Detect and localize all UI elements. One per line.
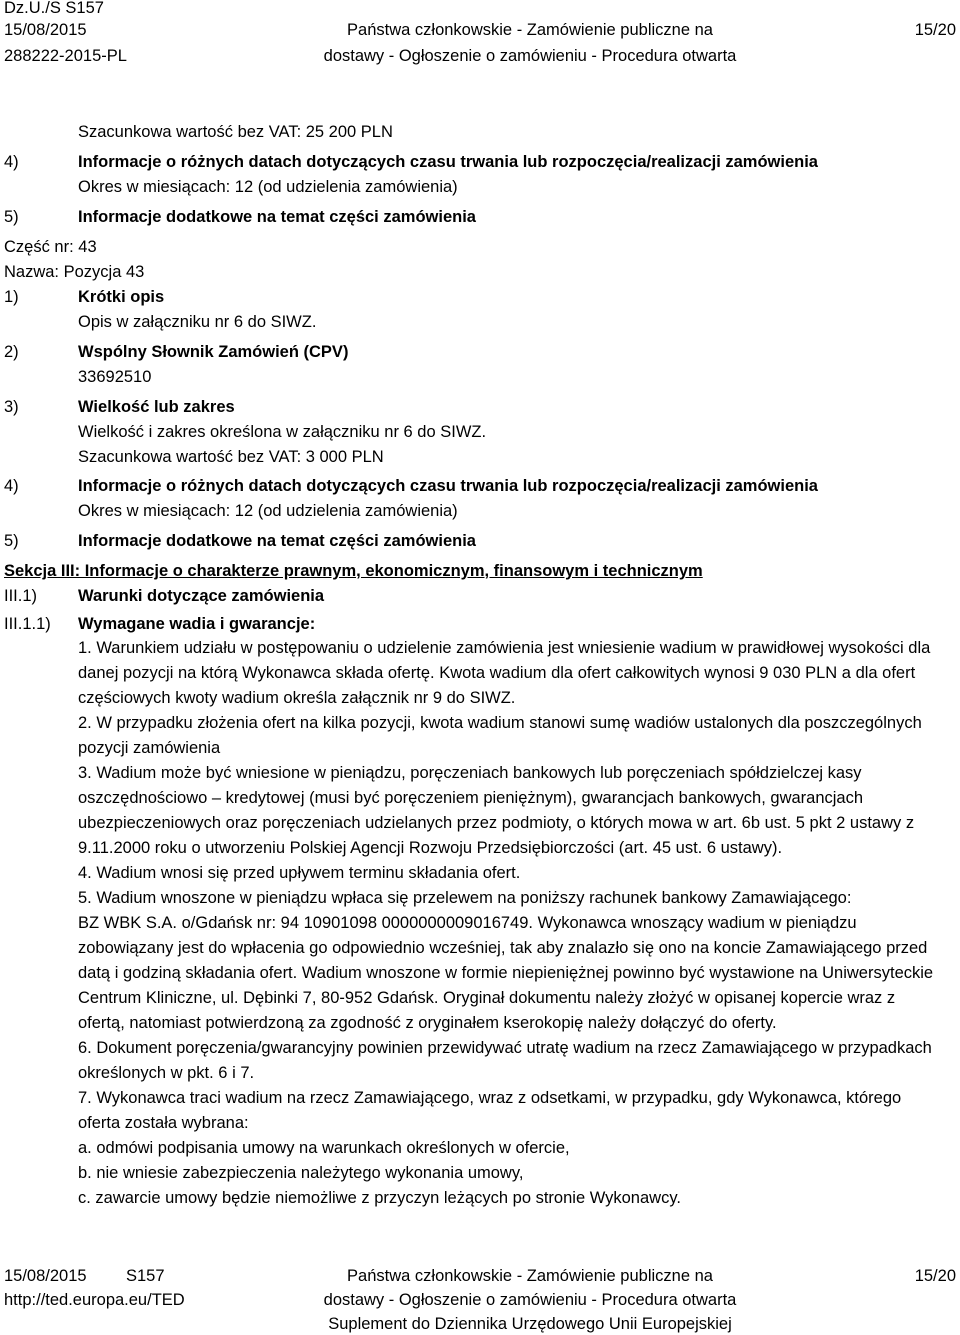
subsection-title: Wymagane wadia i gwarancje: (78, 615, 316, 633)
item-title: Wielkość lub zakres (78, 398, 235, 416)
journal-reference: Dz.U./S S157 (4, 0, 104, 17)
footer-page-number: 15/20 (914, 1267, 956, 1285)
header-title-line1: Państwa członkowskie - Zamówienie publiczne na (347, 21, 713, 39)
part-name: Nazwa: Pozycja 43 (4, 263, 145, 281)
item-title: Informacje o różnych datach dotyczących czasu trwania lub rozpoczęcia/realizacji zamówienia (78, 153, 818, 171)
item-title: Informacje dodatkowe na temat części zamówienia (78, 208, 476, 226)
section-heading: Sekcja III: Informacje o charakterze prawnym, ekonomicznym, finansowym i technicznym (4, 562, 703, 580)
footer-date: 15/08/2015 (4, 1267, 87, 1285)
item-number: 4) (4, 153, 19, 171)
header-page-number: 15/20 (914, 21, 956, 39)
item-number: 4) (4, 477, 19, 495)
item-number: 2) (4, 343, 19, 361)
guarantee-requirements (78, 636, 940, 1211)
paragraph: BZ WBK S.A. o/Gdańsk nr: 94 10901098 0000000009016749. Wykonawca wnoszący wadium w pieniądzu zobowiązany jest do wpłacenia go odpowiednio wcześniej, tak aby znalazło się ono na koncie Zamawiającego przed datą i godziną składania ofert. Wadium wnoszone w formie niepieniężnej powinno być wystawione na Uniwersyteckie Centrum Kliniczne, ul. Dębinki 7, 80-952 Gdańsk. Oryginał dokumentu należy złożyć w opisanej kopercie wraz z ofertą, natomiast potwierdzoną za zgodność z oryginałem kserokopię należy dołączyć do oferty. (78, 914, 934, 1032)
item-number: 5) (4, 532, 19, 550)
ted-link[interactable]: http://ted.europa.eu/TED (4, 1291, 185, 1309)
cpv-code: 33692510 (78, 368, 152, 386)
paragraph: c. zawarcie umowy będzie niemożliwe z przyczyn leżących po stronie Wykonawcy. (78, 1189, 681, 1207)
header-title-line2: dostawy - Ogłoszenie o zamówieniu - Procedura otwarta (323, 47, 737, 65)
footer-title-line1: Państwa członkowskie - Zamówienie publiczne na (347, 1267, 713, 1285)
item-title: Krótki opis (78, 288, 165, 306)
estimated-value: Szacunkowa wartość bez VAT: 3 000 PLN (78, 448, 384, 466)
item-title: Wspólny Słownik Zamówień (CPV) (78, 343, 349, 361)
item-title: Informacje o różnych datach dotyczących czasu trwania lub rozpoczęcia/realizacji zamówienia (78, 477, 818, 495)
item-number: 3) (4, 398, 19, 416)
subsection-number: III.1.1) (4, 615, 51, 633)
paragraph: 7. Wykonawca traci wadium na rzecz Zamawiającego, wraz z odsetkami, w przypadku, gdy Wykonawca, którego oferta została wybrana: (78, 1089, 902, 1132)
item-number: 5) (4, 208, 19, 226)
paragraph: 4. Wadium wnosi się przed upływem terminu składania ofert. (78, 864, 521, 882)
paragraph: 2. W przypadku złożenia ofert na kilka pozycji, kwota wadium stanowi sumę wadiów ustalonych dla poszczególnych pozycji zamówienia (78, 714, 922, 757)
item-number: 1) (4, 288, 19, 306)
item-text: Wielkość i zakres określona w załączniku nr 6 do SIWZ. (78, 423, 487, 441)
paragraph: a. odmówi podpisania umowy na warunkach określonych w ofercie, (78, 1139, 570, 1157)
paragraph: 6. Dokument poręczenia/gwarancyjny powinien przewidywać utratę wadium na rzecz Zamawiającego w przypadkach określonych w pkt. 6 i 7. (78, 1039, 932, 1082)
subsection-number: III.1) (4, 587, 38, 605)
footer-title-line2: dostawy - Ogłoszenie o zamówieniu - Procedura otwarta (323, 1291, 737, 1309)
footer-journal: S157 (126, 1267, 165, 1285)
notice-reference: 288222-2015-PL (4, 47, 127, 65)
subsection-title: Warunki dotyczące zamówienia (78, 587, 325, 605)
item-title: Informacje dodatkowe na temat części zamówienia (78, 532, 476, 550)
paragraph: 5. Wadium wnoszone w pieniądzu wpłaca się przelewem na poniższy rachunek bankowy Zamawiającego: (78, 889, 852, 907)
footer-title-line3: Suplement do Dziennika Urzędowego Unii Europejskiej (328, 1315, 732, 1333)
header-date: 15/08/2015 (4, 21, 87, 39)
paragraph: b. nie wniesie zabezpieczenia należytego wykonania umowy, (78, 1164, 524, 1182)
paragraph: 1. Warunkiem udziału w postępowaniu o udzielenie zamówienia jest wniesienie wadium w prawidłowej wysokości dla danej pozycji na którą Wykonawca składa ofertę. Kwota wadium dla ofert całkowitych wynosi 9 030 PLN a dla ofert częściowych kwoty wadium określa załącznik nr 9 do SIWZ. (78, 639, 931, 707)
item-text: Okres w miesiącach: 12 (od udzielenia zamówienia) (78, 178, 458, 196)
part-number: Część nr: 43 (4, 238, 97, 256)
item-text: Okres w miesiącach: 12 (od udzielenia zamówienia) (78, 502, 458, 520)
item-text: Opis w załączniku nr 6 do SIWZ. (78, 313, 317, 331)
paragraph: 3. Wadium może być wniesione w pieniądzu, poręczeniach bankowych lub poręczeniach spółdzielczej kasy oszczędnościowo – kredytowej (musi być poręczeniem pieniężnym), gwarancjach bankowych, gwarancjach ubezpieczeniowych oraz poręczeniach udzielanych przez podmioty, o których mowa w art. 6b ust. 5 pkt 2 ustawy z 9.11.2000 roku o utworzeniu Polskiej Agencji Rozwoju Przedsiębiorczości (art. 45 ust. 6 ustawy). (78, 764, 915, 857)
estimated-value: Szacunkowa wartość bez VAT: 25 200 PLN (78, 123, 393, 141)
